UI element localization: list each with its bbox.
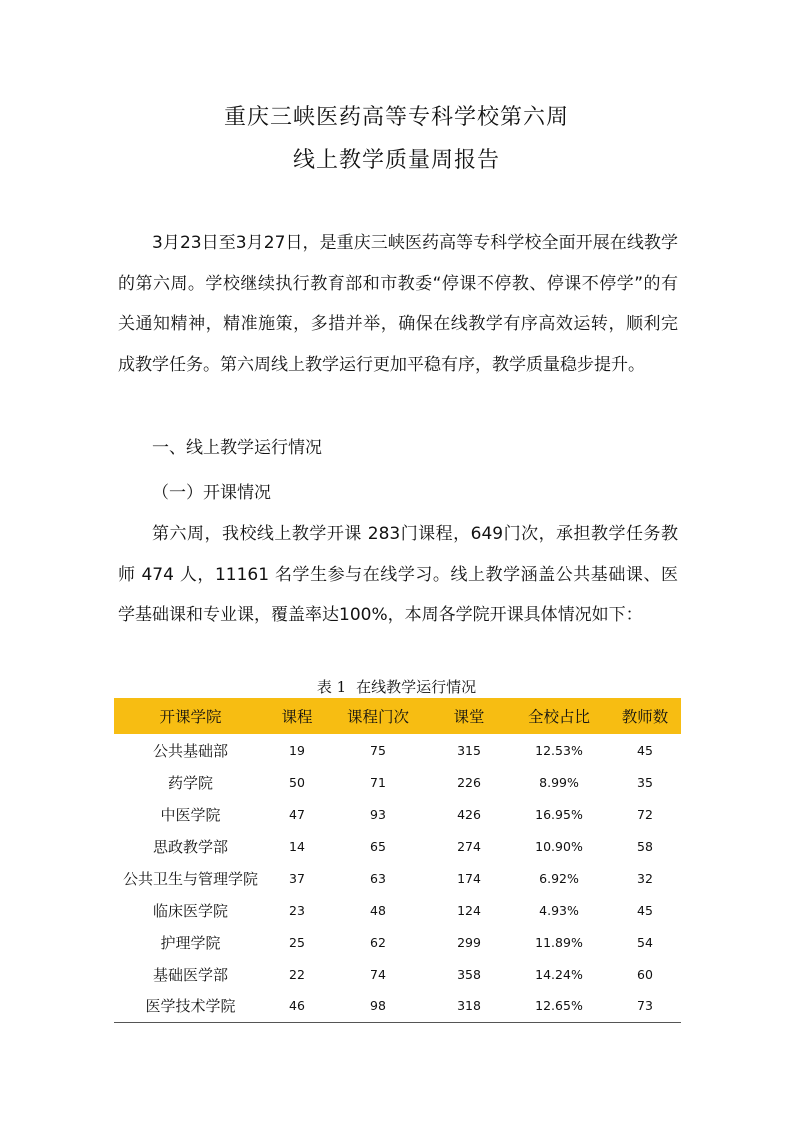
subsection-heading-text: （一）开课情况 <box>152 483 271 503</box>
teachers-cell: 72 <box>637 806 653 822</box>
header-courses: 课程 <box>281 708 313 726</box>
courses-cell: 47 <box>289 806 305 822</box>
section-heading <box>118 428 678 469</box>
classrooms-cell: 174 <box>457 870 481 886</box>
header-course-sessions: 课程门次 <box>346 708 409 726</box>
teachers-cell: 73 <box>609 990 681 1022</box>
table-row <box>114 926 681 958</box>
percentage-cell: 14.24% <box>535 966 583 982</box>
sessions-cell: 74 <box>370 966 386 982</box>
teachers-cell: 45 <box>637 902 653 918</box>
college-cell: 基础医学部 <box>152 965 228 984</box>
table-row <box>114 862 681 894</box>
section-heading-text: 一、线上教学运行情况 <box>152 438 322 458</box>
teachers-cell: 45 <box>637 742 653 758</box>
classrooms-cell: 124 <box>457 902 481 918</box>
percentage-cell: 8.99% <box>539 774 579 790</box>
percentage-cell: 4.93% <box>539 902 579 918</box>
courses-cell: 37 <box>289 870 305 886</box>
table-row <box>114 830 681 862</box>
course-summary-text: 第六周，我校线上教学开课 283门课程，649门次，承担教学任务教师 474 人，11161 名学生参与在线学习。线上教学涵盖公共基础课、医学基础课和专业课，覆盖率达100%，本周各学院开课具体情况如下： <box>118 524 678 625</box>
percentage-cell: 12.65% <box>509 990 609 1022</box>
table-row <box>114 766 681 798</box>
teachers-cell: 54 <box>637 934 653 950</box>
classrooms-cell: 226 <box>457 774 481 790</box>
subsection-heading <box>118 473 678 514</box>
intro-text: 3月23日至3月27日，是重庆三峡医药高等专科学校全面开展在线教学的第六周。学校继续执行教育部和市教委“停课不停教、停课不停学”的有关通知精神，精准施策，多措并举，确保在线教学有序高效运转，顺利完成教学任务。第六周线上教学运行更加平稳有序，教学质量稳步提升。 <box>118 233 678 375</box>
classrooms-cell: 274 <box>457 838 481 854</box>
courses-cell: 14 <box>289 838 305 854</box>
header-college: 开课学院 <box>159 708 222 726</box>
teachers-cell: 60 <box>637 966 653 982</box>
table-row <box>114 734 681 766</box>
sessions-cell: 65 <box>370 838 386 854</box>
percentage-cell: 10.90% <box>535 838 583 854</box>
percentage-cell: 6.92% <box>539 870 579 886</box>
sessions-cell: 75 <box>370 742 386 758</box>
classrooms-cell: 315 <box>457 742 481 758</box>
table-row <box>114 990 681 1022</box>
teachers-cell: 32 <box>637 870 653 886</box>
table-caption <box>0 676 793 697</box>
courses-cell: 46 <box>267 990 327 1022</box>
classrooms-cell: 299 <box>457 934 481 950</box>
courses-cell: 19 <box>289 742 305 758</box>
course-summary-paragraph <box>118 514 678 636</box>
classrooms-cell: 426 <box>457 806 481 822</box>
sessions-cell: 48 <box>370 902 386 918</box>
classrooms-cell: 358 <box>457 966 481 982</box>
percentage-cell: 16.95% <box>535 806 583 822</box>
table-row <box>114 798 681 830</box>
table-caption-text: 在线教学运行情况 <box>356 678 477 696</box>
table-row <box>114 894 681 926</box>
college-cell: 公共卫生与管理学院 <box>122 869 258 888</box>
header-teachers: 教师数 <box>621 708 669 726</box>
course-table <box>114 698 681 1023</box>
sessions-cell: 98 <box>327 990 429 1022</box>
table-header-row <box>114 698 681 734</box>
college-cell: 临床医学院 <box>152 901 228 920</box>
table-row <box>114 958 681 990</box>
header-classrooms: 课堂 <box>453 708 485 726</box>
college-cell: 中医学院 <box>160 805 221 824</box>
percentage-cell: 11.89% <box>535 934 583 950</box>
sessions-cell: 62 <box>370 934 386 950</box>
college-cell: 医学技术学院 <box>114 990 267 1022</box>
document-title-line1: 重庆三峡医药高等专科学校第六周 <box>223 105 569 130</box>
sessions-cell: 71 <box>370 774 386 790</box>
college-cell: 公共基础部 <box>152 741 228 760</box>
courses-cell: 50 <box>289 774 305 790</box>
document-title-line2: 线上教学质量周报告 <box>292 148 500 173</box>
courses-cell: 22 <box>289 966 305 982</box>
percentage-cell: 12.53% <box>535 742 583 758</box>
college-cell: 思政教学部 <box>152 837 228 856</box>
teachers-cell: 58 <box>637 838 653 854</box>
sessions-cell: 63 <box>370 870 386 886</box>
courses-cell: 23 <box>289 902 305 918</box>
table-caption-number: 表 1 <box>316 678 347 696</box>
college-cell: 药学院 <box>167 773 213 792</box>
sessions-cell: 93 <box>370 806 386 822</box>
classrooms-cell: 318 <box>429 990 509 1022</box>
teachers-cell: 35 <box>637 774 653 790</box>
college-cell: 护理学院 <box>160 933 221 952</box>
courses-cell: 25 <box>289 934 305 950</box>
intro-paragraph <box>118 223 678 385</box>
header-percentage: 全校占比 <box>527 708 590 726</box>
